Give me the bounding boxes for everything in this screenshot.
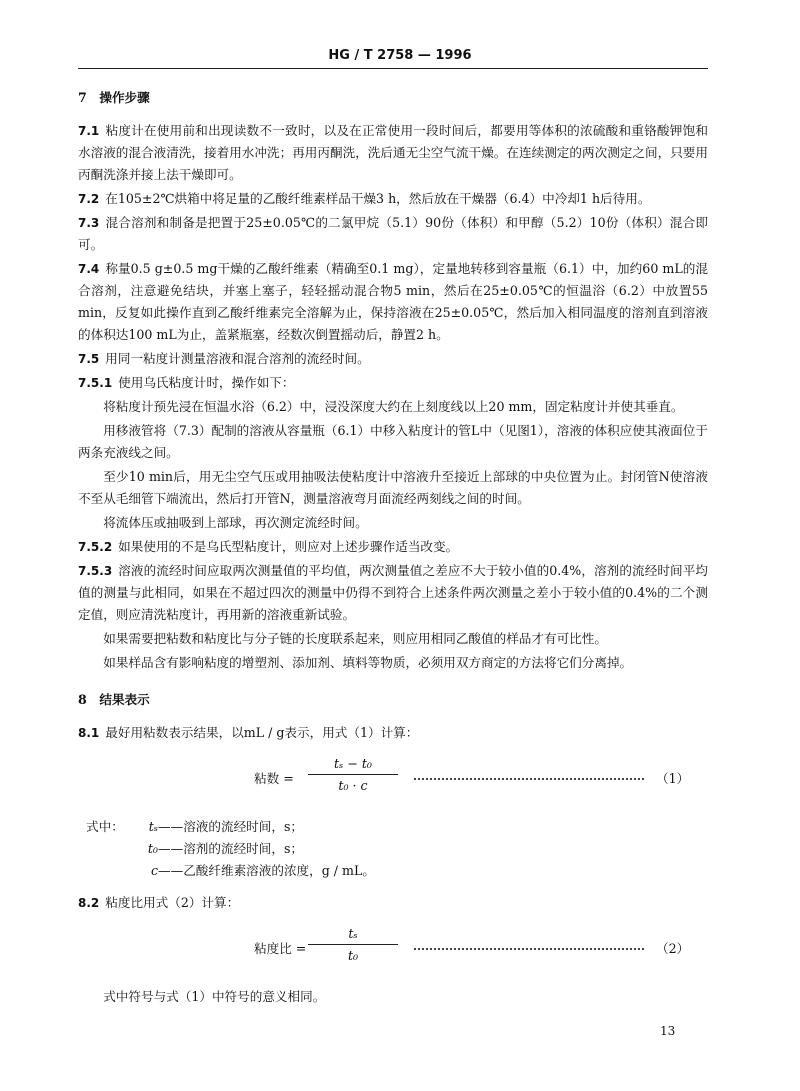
clause-7-5-2 xyxy=(78,536,708,558)
clause-7-5-1-para-c: 至少10 min后，用无尘空气压或用抽吸法使粘度计中溶液升至接近上部球的中央位置为止。封闭管N使溶液不至从毛细管下端流出，然后打开管N，测量溶液弯月面流经两刻线之间的时间。 xyxy=(78,469,708,506)
formula-2-numerator: tₛ xyxy=(308,924,398,945)
clause-number: 7.3 xyxy=(78,216,100,230)
clause-number: 7.5.1 xyxy=(78,376,113,390)
section-8-title: 8 结果表示 xyxy=(78,692,150,707)
clause-text: 最好用粘数表示结果，以mL / g表示，用式（1）计算： xyxy=(105,725,419,740)
definition-row xyxy=(86,838,708,860)
clause-number: 8.2 xyxy=(78,896,100,910)
clause-7-5 xyxy=(78,348,708,370)
definition: ——溶剂的流经时间，s； xyxy=(158,841,303,856)
leader-dots xyxy=(414,938,644,950)
symbol-definitions xyxy=(86,816,708,882)
clause-7-3 xyxy=(78,212,708,256)
clause-7-4 xyxy=(78,258,708,346)
symbol: tₛ xyxy=(148,819,158,834)
where-label: 式中： xyxy=(86,819,124,834)
clause-7-5-1-para-b: 用移液管将（7.3）配制的溶液从容量瓶（6.1）中移入粘度计的管L中（见图1），溶液的体积应使其液面位于两条充液线之间。 xyxy=(78,423,708,460)
clause-7-5-3-para-b: 如果样品含有影响粘度的增塑剂、添加剂、填料等物质，必须用双方商定的方法将它们分离掉。 xyxy=(103,655,633,670)
formula-2-number: （2） xyxy=(656,941,690,956)
clause-7-5-3-para-a: 如果需要把粘数和粘度比与分子链的长度联系起来，则应用相同乙酸值的样品才有可比性。 xyxy=(103,631,607,646)
page-number: 13 xyxy=(660,1024,676,1038)
clause-text: 用同一粘度计测量溶液和混合溶剂的流经时间。 xyxy=(105,351,370,366)
clause-number: 7.5 xyxy=(78,352,100,366)
clause-8-1 xyxy=(78,722,708,744)
clause-text: 混合溶剂和制备是把置于25±0.05℃的二氯甲烷（5.1）90份（体积）和甲醇（5.2）10份（体积）混合即可。 xyxy=(78,215,708,252)
header-rule xyxy=(78,68,708,69)
clause-number: 7.5.2 xyxy=(78,540,113,554)
clause-text: 称量0.5 g±0.5 mg干燥的乙酸纤维素（精确至0.1 mg），定量地转移到容量瓶（6.1）中，加约60 mL的混合溶剂，注意避免结块，并塞上塞子，轻轻摇动混合物5 min，然后在25±0.05℃的恒温浴（6.2）中放置55 min，反复如此操作直到乙酸纤维素完全溶解为止，保持溶液在25±0.05℃，然后加入相同温度的溶剂直到溶液的体积达100 mL为止，盖紧瓶塞，经数次倒置摇动后，静置2 h。 xyxy=(78,261,708,342)
formula-1-numerator: tₛ − t₀ xyxy=(308,754,398,775)
clause-7-5-1-para-d: 将流体压或抽吸到上部球，再次测定流经时间。 xyxy=(103,515,368,530)
definition: ——乙酸纤维素溶液的浓度，g / mL。 xyxy=(158,863,375,878)
symbol: c xyxy=(150,863,158,878)
section-7-title: 7 操作步骤 xyxy=(78,90,150,105)
document-body xyxy=(78,84,708,1010)
clause-text: 粘度比用式（2）计算： xyxy=(105,895,240,910)
clause-number: 7.5.3 xyxy=(78,564,113,578)
standard-header: HG / T 2758 — 1996 xyxy=(328,48,472,63)
clause-text: 粘度计在使用前和出现读数不一致时，以及在正常使用一段时间后，都要用等体积的浓硫酸和重铬酸钾饱和水溶液的混合液清洗，接着用水冲洗；再用丙酮洗，洗后通无尘空气流干燥。在连续测定的两次测定之间，只要用丙酮洗涤并接上法干燥即可。 xyxy=(78,123,708,182)
clause-7-2 xyxy=(78,188,708,210)
formula-1-denominator: t₀ · c xyxy=(338,778,368,793)
clause-number: 8.1 xyxy=(78,726,100,740)
formula-2-fraction xyxy=(308,924,398,965)
clause-text: 使用乌氏粘度计时，操作如下： xyxy=(118,375,295,390)
definition: ——溶液的流经时间，s； xyxy=(158,819,303,834)
clause-7-5-1 xyxy=(78,372,708,394)
formula-1 xyxy=(78,750,708,806)
leader-dots xyxy=(414,768,644,780)
formula-1-number: （1） xyxy=(656,771,690,786)
formula-2-lhs: 粘度比 = xyxy=(254,941,307,956)
clause-8-2-note: 式中符号与式（1）中符号的意义相同。 xyxy=(103,989,326,1004)
clause-7-5-3 xyxy=(78,560,708,626)
clause-text: 溶液的流经时间应取两次测量值的平均值，两次测量值之差应不大于较小值的0.4%，溶剂的流经时间平均值的测量与此相同，如果在不超过四次的测量中仍得不到符合上述条件两次测量之差小于较小值的0.4%的二个测定值，则应清洗粘度计，再用新的溶液重新试验。 xyxy=(78,563,708,622)
definition-row xyxy=(86,860,708,882)
formula-2 xyxy=(78,920,708,976)
clause-number: 7.4 xyxy=(78,262,100,276)
formula-1-fraction xyxy=(308,754,398,795)
clause-number: 7.1 xyxy=(78,124,100,138)
clause-text: 如果使用的不是乌氏型粘度计，则应对上述步骤作适当改变。 xyxy=(118,539,459,554)
clause-7-5-1-para-a: 将粘度计预先浸在恒温水浴（6.2）中，浸没深度大约在上刻度线以上20 mm，固定粘度计并使其垂直。 xyxy=(103,399,684,414)
clause-8-2 xyxy=(78,892,708,914)
formula-1-lhs: 粘数 = xyxy=(254,771,294,786)
definition-row xyxy=(86,816,708,838)
clause-7-1 xyxy=(78,120,708,186)
formula-2-denominator: t₀ xyxy=(347,948,359,963)
clause-number: 7.2 xyxy=(78,192,100,206)
clause-text: 在105±2℃烘箱中将足量的乙酸纤维素样品干燥3 h，然后放在干燥器（6.4）中冷却1 h后待用。 xyxy=(105,191,651,206)
symbol: t₀ xyxy=(147,841,158,856)
